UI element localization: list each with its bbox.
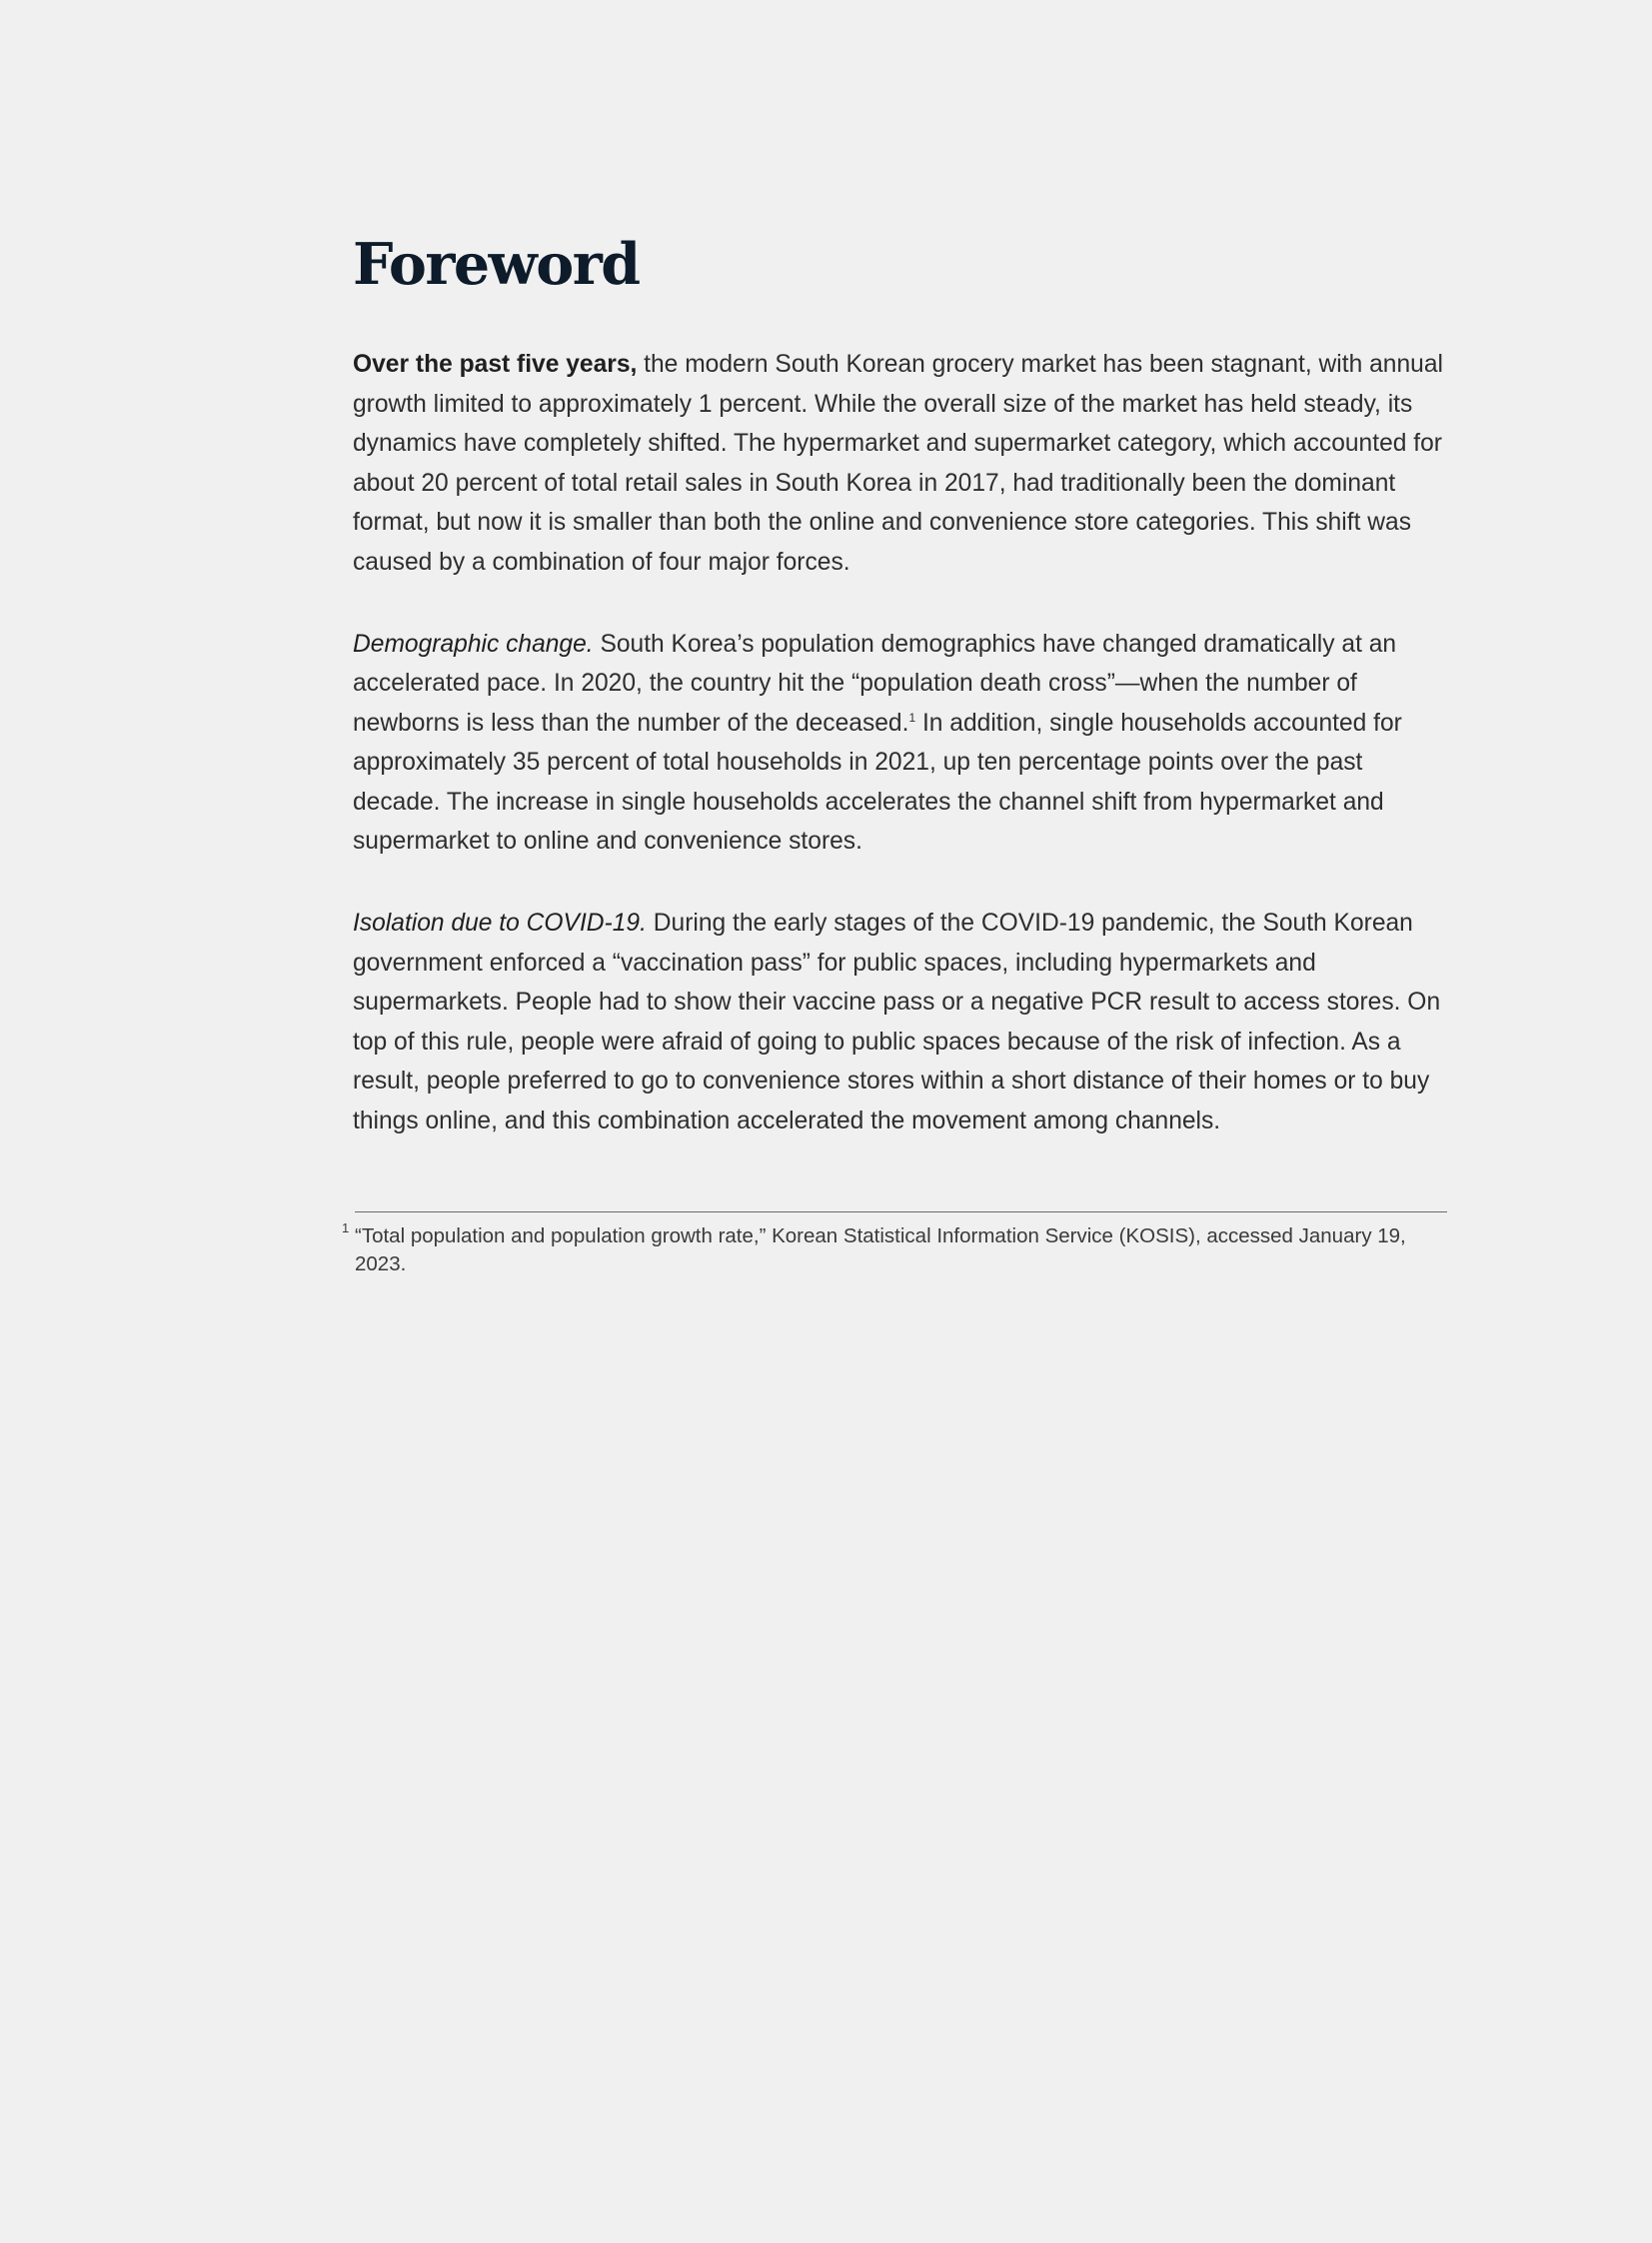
- footnote-number: 1: [342, 1220, 350, 1235]
- footnote-divider: [355, 1211, 1447, 1212]
- paragraph-text: South Korea’s population demographics have changed dramatically at an accelerated pace. In 2020, the country hit the “population death cross”—when the number of newborns is less than the number of the deceased.: [353, 630, 1397, 737]
- footnote-reference[interactable]: 1: [908, 710, 916, 725]
- paragraph-text: the modern South Korean grocery market has been stagnant, with annual growth limited to approximately 1 percent. While the overall size of the market has held steady, its dynamics have completely shifted. The hypermarket and supermarket category, which accounted for about 20 percent of total retail sales in South Korea in 2017, had traditionally been the dominant format, but now it is smaller than both the online and convenience store categories. This shift was caused by a combination of four major forces.: [353, 351, 1443, 576]
- paragraph-lead: Isolation due to COVID-19.: [353, 910, 647, 937]
- paragraph-text: In addition, single households accounted for approximately 35 percent of total households in 2021, up ten percentage points over the past decade. The increase in single households accelerates the channel shift from hypermarket and supermarket to online and convenience stores.: [353, 709, 1402, 855]
- page-title: Foreword: [353, 231, 640, 298]
- paragraph-text: During the early stages of the COVID-19 pandemic, the South Korean government enforced a “vaccination pass” for public spaces, including hypermarkets and supermarkets. People had to show their vaccine pass or a negative PCR result to access stores. On top of this rule, people were afraid of going to public spaces because of the risk of infection. As a result, people preferred to go to convenience stores within a short distance of their homes or to buy things online, and this combination accelerated the movement among channels.: [353, 910, 1441, 1134]
- foreword-section: [353, 231, 1447, 1183]
- paragraph-lead: Demographic change.: [353, 630, 594, 658]
- footnote-item: [342, 1220, 1447, 1278]
- footnote-text: “Total population and population growth rate,” Korean Statistical Information Service (KOSIS), accessed January 19, 2023.: [355, 1224, 1406, 1275]
- covid-isolation-paragraph: [353, 904, 1447, 1140]
- intro-paragraph: [353, 345, 1447, 582]
- footnotes: [342, 1211, 1447, 1278]
- demographic-change-paragraph: [353, 625, 1447, 862]
- paragraph-lead: Over the past five years,: [353, 351, 638, 378]
